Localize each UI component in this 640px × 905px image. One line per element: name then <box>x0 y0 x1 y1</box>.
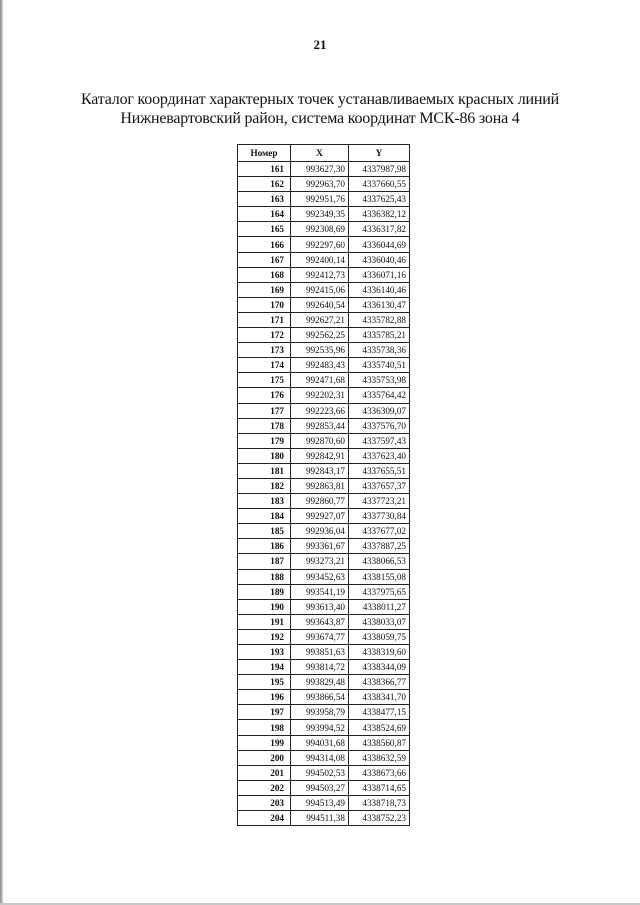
cell-x: 993452,63 <box>291 569 349 584</box>
cell-x: 992415,06 <box>291 282 349 297</box>
cell-y: 4338059,75 <box>349 629 410 644</box>
cell-x: 994314,08 <box>291 750 349 765</box>
cell-number: 194 <box>238 660 291 675</box>
table-row <box>238 629 410 644</box>
table-row <box>238 554 410 569</box>
cell-number: 186 <box>238 539 291 554</box>
cell-number: 166 <box>238 237 291 252</box>
table-row <box>238 478 410 493</box>
table-row <box>238 388 410 403</box>
cell-y: 4337576,70 <box>349 418 410 433</box>
cell-y: 4338341,70 <box>349 690 410 705</box>
coordinates-table-wrapper <box>237 144 409 826</box>
table-row <box>238 297 410 312</box>
cell-y: 4338366,77 <box>349 675 410 690</box>
table-row <box>238 433 410 448</box>
cell-y: 4338560,87 <box>349 735 410 750</box>
table-row <box>238 705 410 720</box>
cell-x: 994031,68 <box>291 735 349 750</box>
cell-y: 4335782,88 <box>349 312 410 327</box>
cell-x: 993627,30 <box>291 162 349 177</box>
cell-x: 993994,52 <box>291 720 349 735</box>
cell-y: 4336071,16 <box>349 267 410 282</box>
cell-number: 170 <box>238 297 291 312</box>
cell-x: 992562,25 <box>291 328 349 343</box>
cell-number: 180 <box>238 448 291 463</box>
cell-y: 4335764,42 <box>349 388 410 403</box>
cell-y: 4337657,37 <box>349 478 410 493</box>
cell-number: 196 <box>238 690 291 705</box>
cell-x: 992483,43 <box>291 358 349 373</box>
cell-x: 992936,04 <box>291 524 349 539</box>
cell-x: 992202,31 <box>291 388 349 403</box>
cell-number: 169 <box>238 282 291 297</box>
cell-y: 4338319,60 <box>349 645 410 660</box>
cell-y: 4336044,69 <box>349 237 410 252</box>
cell-number: 167 <box>238 252 291 267</box>
cell-y: 4338632,59 <box>349 750 410 765</box>
cell-x: 992297,60 <box>291 237 349 252</box>
header-y: Y <box>349 145 410 162</box>
cell-y: 4337597,43 <box>349 433 410 448</box>
scan-edge-left <box>0 0 3 905</box>
cell-number: 188 <box>238 569 291 584</box>
table-row <box>238 811 410 826</box>
cell-y: 4337887,25 <box>349 539 410 554</box>
table-row <box>238 192 410 207</box>
cell-number: 163 <box>238 192 291 207</box>
cell-number: 184 <box>238 509 291 524</box>
cell-x: 994503,27 <box>291 780 349 795</box>
cell-y: 4336382,12 <box>349 207 410 222</box>
cell-y: 4335753,98 <box>349 373 410 388</box>
table-row <box>238 267 410 282</box>
cell-number: 165 <box>238 222 291 237</box>
table-row <box>238 509 410 524</box>
title-line-2: Нижневартовский район, система координат МСК-86 зона 4 <box>120 110 520 127</box>
cell-y: 4338033,07 <box>349 614 410 629</box>
cell-number: 200 <box>238 750 291 765</box>
table-row <box>238 645 410 660</box>
cell-x: 992853,44 <box>291 418 349 433</box>
cell-x: 992535,96 <box>291 343 349 358</box>
table-row <box>238 358 410 373</box>
cell-number: 178 <box>238 418 291 433</box>
cell-y: 4336140,46 <box>349 282 410 297</box>
cell-y: 4336317,82 <box>349 222 410 237</box>
table-row <box>238 780 410 795</box>
cell-number: 171 <box>238 312 291 327</box>
table-header-row <box>238 145 410 162</box>
cell-y: 4337623,40 <box>349 448 410 463</box>
table-row <box>238 795 410 810</box>
cell-number: 162 <box>238 177 291 192</box>
page-number: 21 <box>313 37 327 52</box>
cell-y: 4337625,43 <box>349 192 410 207</box>
cell-y: 4338752,23 <box>349 811 410 826</box>
cell-x: 994513,49 <box>291 795 349 810</box>
cell-x: 992412,73 <box>291 267 349 282</box>
cell-x: 993613,40 <box>291 599 349 614</box>
cell-x: 992627,21 <box>291 312 349 327</box>
cell-y: 4337677,02 <box>349 524 410 539</box>
cell-y: 4336040,46 <box>349 252 410 267</box>
cell-number: 191 <box>238 614 291 629</box>
cell-number: 174 <box>238 358 291 373</box>
table-row <box>238 222 410 237</box>
cell-y: 4338673,66 <box>349 765 410 780</box>
cell-number: 198 <box>238 720 291 735</box>
table-row <box>238 750 410 765</box>
cell-number: 164 <box>238 207 291 222</box>
cell-number: 177 <box>238 403 291 418</box>
cell-number: 181 <box>238 463 291 478</box>
table-row <box>238 660 410 675</box>
table-row <box>238 539 410 554</box>
table-row <box>238 599 410 614</box>
cell-x: 993541,19 <box>291 584 349 599</box>
cell-number: 175 <box>238 373 291 388</box>
cell-x: 993851,63 <box>291 645 349 660</box>
header-x: X <box>291 145 349 162</box>
cell-x: 994511,38 <box>291 811 349 826</box>
cell-number: 193 <box>238 645 291 660</box>
cell-y: 4337660,55 <box>349 177 410 192</box>
cell-y: 4338718,73 <box>349 795 410 810</box>
cell-x: 992870,60 <box>291 433 349 448</box>
cell-number: 192 <box>238 629 291 644</box>
cell-number: 182 <box>238 478 291 493</box>
cell-y: 4336130,47 <box>349 297 410 312</box>
cell-y: 4338344,09 <box>349 660 410 675</box>
table-row <box>238 524 410 539</box>
cell-number: 190 <box>238 599 291 614</box>
cell-y: 4337730,84 <box>349 509 410 524</box>
table-row <box>238 373 410 388</box>
coordinates-table <box>237 144 410 826</box>
table-row <box>238 584 410 599</box>
cell-x: 992863,81 <box>291 478 349 493</box>
table-row <box>238 328 410 343</box>
cell-number: 189 <box>238 584 291 599</box>
table-row <box>238 614 410 629</box>
cell-y: 4337987,98 <box>349 162 410 177</box>
cell-y: 4338066,53 <box>349 554 410 569</box>
table-row <box>238 418 410 433</box>
cell-x: 993958,79 <box>291 705 349 720</box>
cell-number: 179 <box>238 433 291 448</box>
cell-number: 201 <box>238 765 291 780</box>
cell-x: 993829,48 <box>291 675 349 690</box>
table-row <box>238 720 410 735</box>
cell-x: 993674,77 <box>291 629 349 644</box>
table-row <box>238 252 410 267</box>
cell-number: 199 <box>238 735 291 750</box>
cell-x: 992308,69 <box>291 222 349 237</box>
cell-number: 168 <box>238 267 291 282</box>
cell-x: 992963,70 <box>291 177 349 192</box>
cell-y: 4335738,36 <box>349 343 410 358</box>
cell-y: 4338477,15 <box>349 705 410 720</box>
table-row <box>238 207 410 222</box>
cell-x: 993361,67 <box>291 539 349 554</box>
document-title <box>60 90 580 128</box>
cell-x: 992860,77 <box>291 494 349 509</box>
table-row <box>238 675 410 690</box>
cell-y: 4338714,65 <box>349 780 410 795</box>
cell-number: 172 <box>238 328 291 343</box>
title-line-1: Каталог координат характерных точек устанавливаемых красных линий <box>81 91 559 108</box>
cell-number: 176 <box>238 388 291 403</box>
cell-number: 185 <box>238 524 291 539</box>
cell-number: 203 <box>238 795 291 810</box>
cell-x: 992400,14 <box>291 252 349 267</box>
cell-x: 994502,53 <box>291 765 349 780</box>
cell-y: 4336309,07 <box>349 403 410 418</box>
table-row <box>238 343 410 358</box>
cell-number: 197 <box>238 705 291 720</box>
table-row <box>238 569 410 584</box>
cell-x: 992349,35 <box>291 207 349 222</box>
cell-x: 992927,07 <box>291 509 349 524</box>
table-row <box>238 448 410 463</box>
table-row <box>238 494 410 509</box>
cell-y: 4338155,08 <box>349 569 410 584</box>
table-row <box>238 237 410 252</box>
cell-x: 993866,54 <box>291 690 349 705</box>
cell-x: 993814,72 <box>291 660 349 675</box>
cell-x: 993643,87 <box>291 614 349 629</box>
cell-x: 992640,54 <box>291 297 349 312</box>
cell-number: 202 <box>238 780 291 795</box>
table-row <box>238 282 410 297</box>
cell-number: 195 <box>238 675 291 690</box>
cell-number: 161 <box>238 162 291 177</box>
cell-number: 187 <box>238 554 291 569</box>
cell-x: 993273,21 <box>291 554 349 569</box>
cell-x: 992223,66 <box>291 403 349 418</box>
cell-y: 4337723,21 <box>349 494 410 509</box>
header-number: Номер <box>238 145 291 162</box>
cell-y: 4337655,51 <box>349 463 410 478</box>
cell-x: 992471,68 <box>291 373 349 388</box>
cell-y: 4337975,65 <box>349 584 410 599</box>
table-row <box>238 177 410 192</box>
cell-number: 173 <box>238 343 291 358</box>
cell-x: 992843,17 <box>291 463 349 478</box>
cell-x: 992951,76 <box>291 192 349 207</box>
cell-y: 4335740,51 <box>349 358 410 373</box>
cell-x: 992842,91 <box>291 448 349 463</box>
cell-y: 4338524,69 <box>349 720 410 735</box>
table-row <box>238 463 410 478</box>
table-row <box>238 690 410 705</box>
cell-number: 204 <box>238 811 291 826</box>
table-row <box>238 765 410 780</box>
table-row <box>238 403 410 418</box>
cell-y: 4338011,27 <box>349 599 410 614</box>
table-row <box>238 312 410 327</box>
table-row <box>238 735 410 750</box>
table-row <box>238 162 410 177</box>
cell-y: 4335785,21 <box>349 328 410 343</box>
table-body <box>238 162 410 826</box>
cell-number: 183 <box>238 494 291 509</box>
